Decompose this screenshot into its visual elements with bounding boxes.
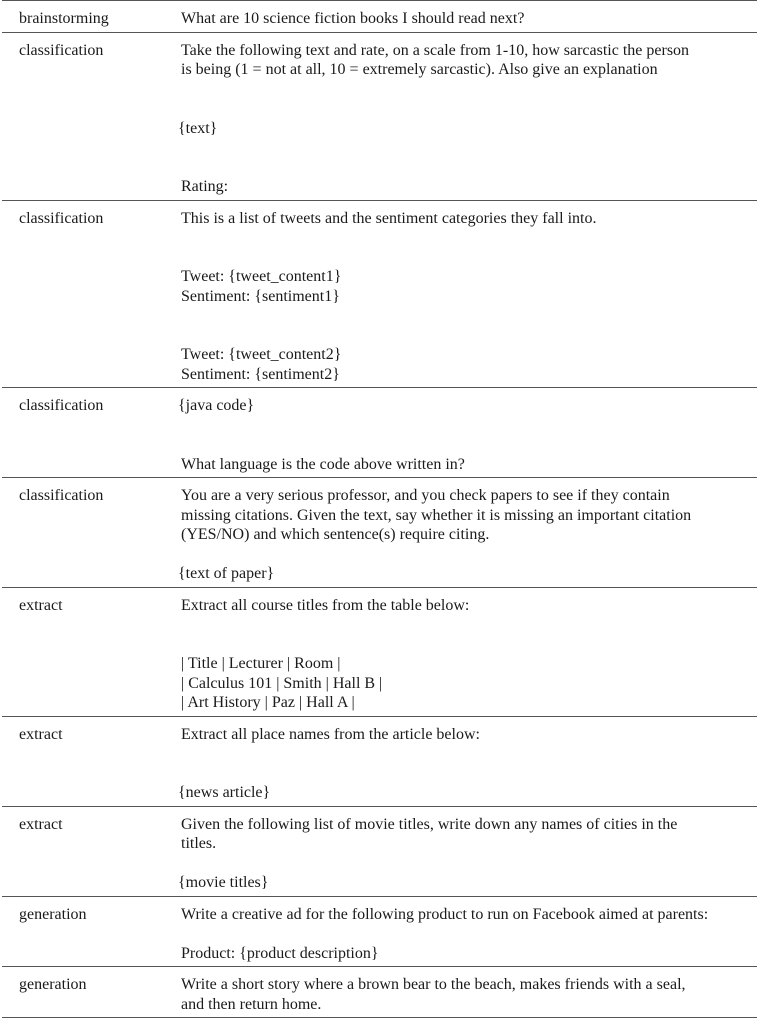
prompt-line: and then return home. [181, 995, 322, 1013]
prompt-table-body [2, 1, 757, 1018]
category-cell [2, 200, 181, 388]
table-row [2, 200, 757, 388]
blank-line [181, 228, 751, 248]
prompt-line: {java code} [178, 397, 255, 414]
blank-line [181, 99, 751, 119]
prompt-cell [181, 967, 757, 1018]
prompt-line: {text} [178, 119, 218, 137]
blank-line [181, 764, 751, 784]
blank-line [181, 326, 751, 346]
prompt-cell [181, 587, 757, 716]
category-label: classification [19, 397, 104, 414]
prompt-line: Write a creative ad for the following product to run on Facebook aimed at parents: [181, 905, 709, 923]
category-cell [2, 967, 181, 1018]
table-row [2, 716, 757, 806]
prompt-line: {news article} [178, 784, 271, 801]
blank-line [181, 924, 751, 944]
prompt-cell [178, 806, 757, 896]
category-cell [2, 806, 181, 896]
prompt-cell [181, 1, 757, 33]
category-cell [2, 716, 181, 806]
prompt-line: is being (1 = not at all, 10 = extremely sarcastic). Also give an explanation [181, 61, 658, 78]
blank-line [181, 306, 751, 326]
category-label: classification [19, 487, 104, 504]
category-label: generation [19, 905, 87, 923]
prompt-line: Sentiment: {sentiment2} [181, 365, 340, 383]
prompt-line: | Title | Lecturer | Room | [181, 655, 341, 672]
prompt-line: {text of paper} [178, 565, 275, 582]
blank-line [181, 80, 751, 100]
category-cell [2, 478, 181, 588]
prompt-line: | Art History | Paz | Hall A | [181, 694, 355, 711]
prompt-cell [178, 478, 757, 588]
prompt-line: Tweet: {tweet_content2} [181, 346, 342, 363]
prompt-line: What language is the code above written in? [181, 455, 465, 473]
blank-line [181, 416, 751, 436]
prompt-line: Tweet: {tweet_content1} [181, 268, 342, 285]
blank-line [181, 138, 751, 158]
category-label: extract [19, 725, 63, 743]
prompt-line: {movie titles} [178, 874, 269, 891]
blank-line [181, 615, 751, 635]
prompt-cell [178, 716, 757, 806]
prompt-line: Product: {product description} [181, 944, 379, 962]
category-label: extract [19, 815, 63, 833]
prompt-line: Write a short story where a brown bear to the beach, makes friends with a seal, [181, 976, 686, 993]
blank-line [181, 545, 751, 565]
category-label: extract [19, 596, 63, 614]
category-cell [2, 388, 181, 478]
table-row [2, 1, 757, 33]
prompt-cell [181, 200, 757, 388]
category-label: classification [19, 209, 104, 227]
prompt-cell [181, 896, 757, 967]
prompt-cell [178, 32, 757, 200]
prompt-line: Extract all place names from the article below: [181, 725, 480, 743]
category-cell [2, 1, 181, 33]
table-row [2, 478, 757, 588]
category-cell [2, 32, 181, 200]
prompt-line: Extract all course titles from the table below: [181, 596, 470, 614]
prompt-line: What are 10 science fiction books I should read next? [181, 10, 525, 27]
blank-line [181, 248, 751, 268]
category-cell [2, 587, 181, 716]
prompt-line: (YES/NO) and which sentence(s) require citing. [181, 526, 490, 543]
blank-line [181, 854, 751, 874]
prompt-line: titles. [181, 835, 217, 852]
table-row [2, 967, 757, 1018]
table-row [2, 587, 757, 716]
category-label: brainstorming [19, 10, 109, 27]
prompt-line: missing citations. Given the text, say whether it is missing an important citation [181, 506, 692, 524]
blank-line [181, 435, 751, 455]
blank-line [181, 158, 751, 178]
blank-line [181, 635, 751, 655]
prompt-line: Rating: [181, 178, 229, 195]
blank-line [181, 744, 751, 764]
prompt-line: Given the following list of movie titles, write down any names of cities in the [181, 815, 678, 833]
prompt-line: Take the following text and rate, on a scale from 1-10, how sarcastic the person [181, 41, 690, 59]
category-cell [2, 896, 181, 967]
table-row [2, 388, 757, 478]
category-label: classification [19, 41, 104, 59]
table-row [2, 896, 757, 967]
prompt-line: This is a list of tweets and the sentiment categories they fall into. [181, 209, 597, 227]
table-row [2, 806, 757, 896]
prompt-line: | Calculus 101 | Smith | Hall B | [181, 674, 383, 692]
category-label: generation [19, 976, 87, 993]
prompt-examples-table [2, 0, 757, 1018]
table-row [2, 32, 757, 200]
prompt-line: Sentiment: {sentiment1} [181, 287, 340, 305]
prompt-cell [178, 388, 757, 478]
prompt-line: You are a very serious professor, and you check papers to see if they contain [181, 487, 670, 504]
